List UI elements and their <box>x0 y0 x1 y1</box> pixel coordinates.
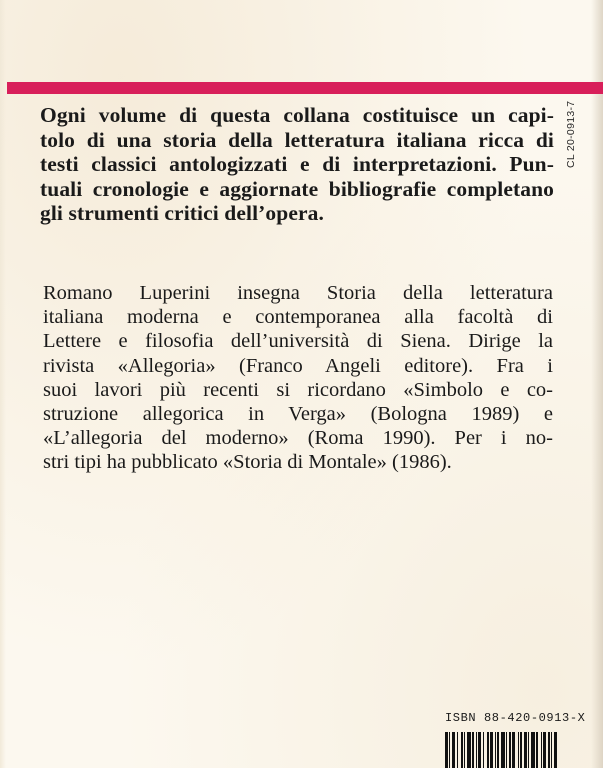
bio-line: Romano Luperini insegna Storia della letteratura <box>43 282 553 304</box>
cover-right-edge-shadow <box>591 0 603 768</box>
bio-line: Lettere e filosofia dell’università di Siena. Dirige la <box>43 330 553 353</box>
blurb-line: gli strumenti critici dell’opera. <box>40 201 324 225</box>
blurb-line: Ogni volume di questa collana costituisce un capi- <box>40 103 554 127</box>
bio-line: rivista «Allegoria» (Franco Angeli editore). Fra i <box>43 354 553 377</box>
barcode-icon <box>445 732 563 768</box>
blurb-line: tolo di una storia della letteratura italiana ricca di <box>40 127 554 152</box>
author-bio <box>43 281 553 475</box>
series-blurb <box>40 103 554 226</box>
bio-line: suoi lavori più recenti si ricordano «Simbolo e co- <box>43 378 553 401</box>
catalog-code: CL 20-0913-7 <box>565 100 577 168</box>
bio-line: «L’allegoria del moderno» (Roma 1990). Per i no- <box>43 427 553 450</box>
isbn-label: ISBN 88-420-0913-X <box>445 711 586 725</box>
accent-red-band <box>7 82 603 94</box>
bio-line: stri tipi ha pubblicato «Storia di Montale» (1986). <box>43 451 452 474</box>
bio-line: struzione allegorica in Verga» (Bologna 1989) e <box>43 403 553 426</box>
blurb-line: testi classici antologizzati e di interpretazioni. Pun- <box>40 152 554 176</box>
cover-left-edge <box>0 0 6 768</box>
blurb-line: tuali cronologie e aggiornate bibliografie completano <box>40 176 554 201</box>
bio-line: italiana moderna e contemporanea alla facoltà di <box>43 306 553 329</box>
